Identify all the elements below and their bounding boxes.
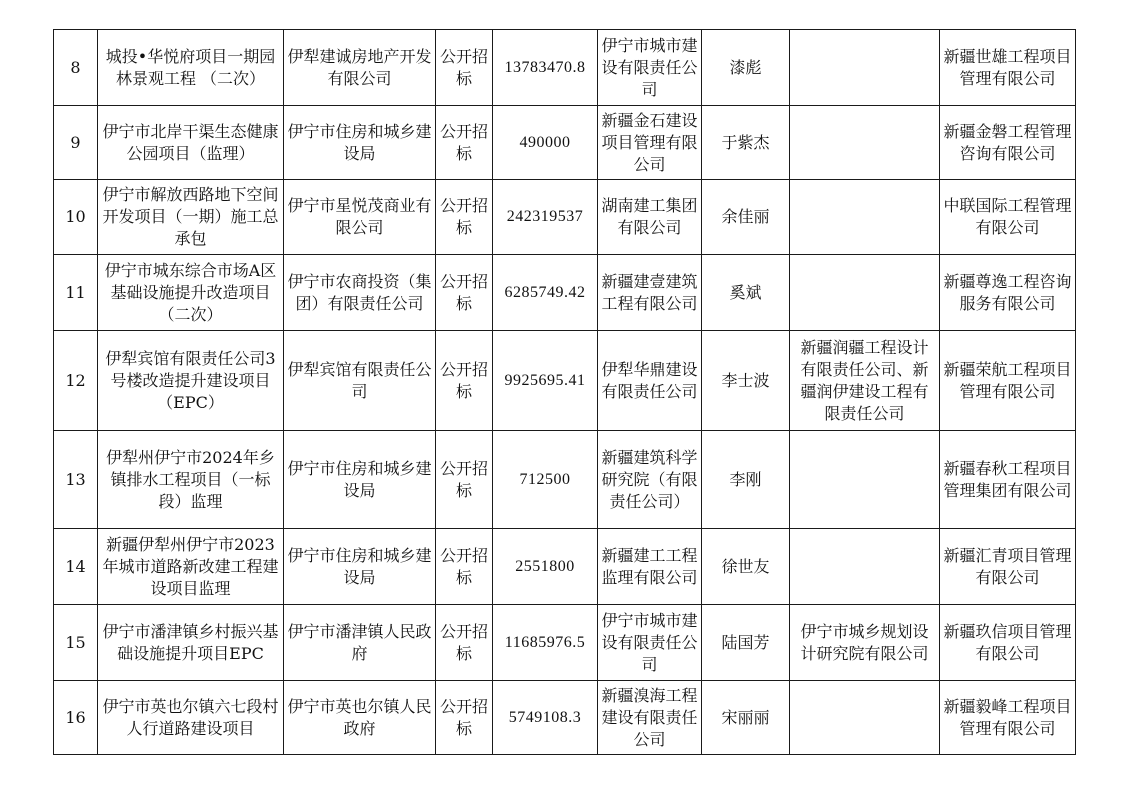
cell-project-manager: 漆彪 <box>702 30 790 106</box>
cell-project-manager: 李刚 <box>702 431 790 529</box>
cell-index: 8 <box>54 30 98 106</box>
cell-index: 15 <box>54 605 98 681</box>
cell-tendering-party: 伊宁市住房和城乡建设局 <box>284 431 436 529</box>
cell-index: 13 <box>54 431 98 529</box>
cell-bidding-method: 公开招标 <box>436 529 493 605</box>
cell-winning-bidder: 湖南建工集团有限公司 <box>598 180 702 255</box>
cell-tendering-party: 伊宁市农商投资（集团）有限责任公司 <box>284 255 436 331</box>
cell-consortium-member: 新疆润疆工程设计有限责任公司、新疆润伊建设工程有限责任公司 <box>790 331 940 431</box>
cell-bidding-agency: 中联国际工程管理有限公司 <box>940 180 1076 255</box>
cell-bidding-method: 公开招标 <box>436 331 493 431</box>
cell-winning-bidder: 伊宁市城市建设有限责任公司 <box>598 605 702 681</box>
cell-bidding-method: 公开招标 <box>436 681 493 755</box>
cell-bidding-agency: 新疆玖信项目管理有限公司 <box>940 605 1076 681</box>
cell-consortium-member <box>790 431 940 529</box>
cell-tendering-party: 伊宁市星悦茂商业有限公司 <box>284 180 436 255</box>
cell-consortium-member <box>790 30 940 106</box>
cell-winning-bidder: 伊宁市城市建设有限责任公司 <box>598 30 702 106</box>
cell-bidding-method: 公开招标 <box>436 255 493 331</box>
cell-project-name: 伊宁市城东综合市场A区基础设施提升改造项目（二次） <box>98 255 284 331</box>
cell-bidding-agency: 新疆尊逸工程咨询服务有限公司 <box>940 255 1076 331</box>
cell-winning-amount: 2551800 <box>493 529 598 605</box>
cell-index: 16 <box>54 681 98 755</box>
cell-winning-amount: 9925695.41 <box>493 331 598 431</box>
cell-project-manager: 宋丽丽 <box>702 681 790 755</box>
cell-winning-amount: 11685976.5 <box>493 605 598 681</box>
cell-project-manager: 奚斌 <box>702 255 790 331</box>
cell-bidding-agency: 新疆毅峰工程项目管理有限公司 <box>940 681 1076 755</box>
cell-project-name: 城投•华悦府项目一期园林景观工程 （二次） <box>98 30 284 106</box>
cell-index: 11 <box>54 255 98 331</box>
cell-project-manager: 徐世友 <box>702 529 790 605</box>
cell-project-name: 伊犁宾馆有限责任公司3号楼改造提升建设项目（EPC） <box>98 331 284 431</box>
cell-winning-amount: 490000 <box>493 106 598 180</box>
cell-tendering-party: 伊宁市英也尔镇人民政府 <box>284 681 436 755</box>
cell-bidding-agency: 新疆汇青项目管理有限公司 <box>940 529 1076 605</box>
table-row <box>54 431 1076 529</box>
cell-index: 9 <box>54 106 98 180</box>
cell-project-name: 伊宁市解放西路地下空间开发项目（一期）施工总承包 <box>98 180 284 255</box>
table-row <box>54 681 1076 755</box>
cell-winning-amount: 242319537 <box>493 180 598 255</box>
cell-project-name: 伊犁州伊宁市2024年乡镇排水工程项目（一标段）监理 <box>98 431 284 529</box>
table-row <box>54 180 1076 255</box>
cell-consortium-member <box>790 529 940 605</box>
table-row <box>54 529 1076 605</box>
cell-winning-bidder: 新疆建工工程监理有限公司 <box>598 529 702 605</box>
cell-project-manager: 余佳丽 <box>702 180 790 255</box>
cell-bidding-agency: 新疆荣航工程项目管理有限公司 <box>940 331 1076 431</box>
table-body <box>54 30 1076 755</box>
cell-consortium-member <box>790 255 940 331</box>
cell-index: 10 <box>54 180 98 255</box>
cell-winning-amount: 6285749.42 <box>493 255 598 331</box>
cell-project-name: 新疆伊犁州伊宁市2023年城市道路新改建工程建设项目监理 <box>98 529 284 605</box>
cell-bidding-agency: 新疆春秋工程项目管理集团有限公司 <box>940 431 1076 529</box>
cell-index: 14 <box>54 529 98 605</box>
cell-tendering-party: 伊宁市住房和城乡建设局 <box>284 529 436 605</box>
table-row <box>54 605 1076 681</box>
cell-bidding-method: 公开招标 <box>436 605 493 681</box>
cell-project-manager: 于紫杰 <box>702 106 790 180</box>
cell-tendering-party: 伊犁宾馆有限责任公司 <box>284 331 436 431</box>
cell-consortium-member <box>790 681 940 755</box>
cell-winning-amount: 712500 <box>493 431 598 529</box>
cell-tendering-party: 伊宁市住房和城乡建设局 <box>284 106 436 180</box>
table-row <box>54 106 1076 180</box>
cell-winning-bidder: 伊犁华鼎建设有限责任公司 <box>598 331 702 431</box>
cell-bidding-method: 公开招标 <box>436 180 493 255</box>
project-award-table <box>53 29 1076 755</box>
cell-consortium-member: 伊宁市城乡规划设计研究院有限公司 <box>790 605 940 681</box>
cell-tendering-party: 伊犁建诚房地产开发有限公司 <box>284 30 436 106</box>
cell-winning-bidder: 新疆金石建设项目管理有限公司 <box>598 106 702 180</box>
cell-project-manager: 陆国芳 <box>702 605 790 681</box>
cell-bidding-method: 公开招标 <box>436 431 493 529</box>
cell-bidding-agency: 新疆金磐工程管理咨询有限公司 <box>940 106 1076 180</box>
cell-bidding-agency: 新疆世雄工程项目管理有限公司 <box>940 30 1076 106</box>
cell-project-name: 伊宁市北岸干渠生态健康公园项目（监理） <box>98 106 284 180</box>
table-row <box>54 331 1076 431</box>
cell-consortium-member <box>790 106 940 180</box>
cell-project-name: 伊宁市英也尔镇六七段村人行道路建设项目 <box>98 681 284 755</box>
cell-bidding-method: 公开招标 <box>436 106 493 180</box>
cell-consortium-member <box>790 180 940 255</box>
cell-winning-amount: 5749108.3 <box>493 681 598 755</box>
cell-project-name: 伊宁市潘津镇乡村振兴基础设施提升项目EPC <box>98 605 284 681</box>
cell-winning-bidder: 新疆建壹建筑工程有限公司 <box>598 255 702 331</box>
table-row <box>54 255 1076 331</box>
cell-project-manager: 李士波 <box>702 331 790 431</box>
cell-winning-bidder: 新疆建筑科学研究院（有限责任公司） <box>598 431 702 529</box>
cell-winning-amount: 13783470.8 <box>493 30 598 106</box>
table-row <box>54 30 1076 106</box>
cell-winning-bidder: 新疆溴海工程建设有限责任公司 <box>598 681 702 755</box>
cell-index: 12 <box>54 331 98 431</box>
cell-bidding-method: 公开招标 <box>436 30 493 106</box>
cell-tendering-party: 伊宁市潘津镇人民政府 <box>284 605 436 681</box>
